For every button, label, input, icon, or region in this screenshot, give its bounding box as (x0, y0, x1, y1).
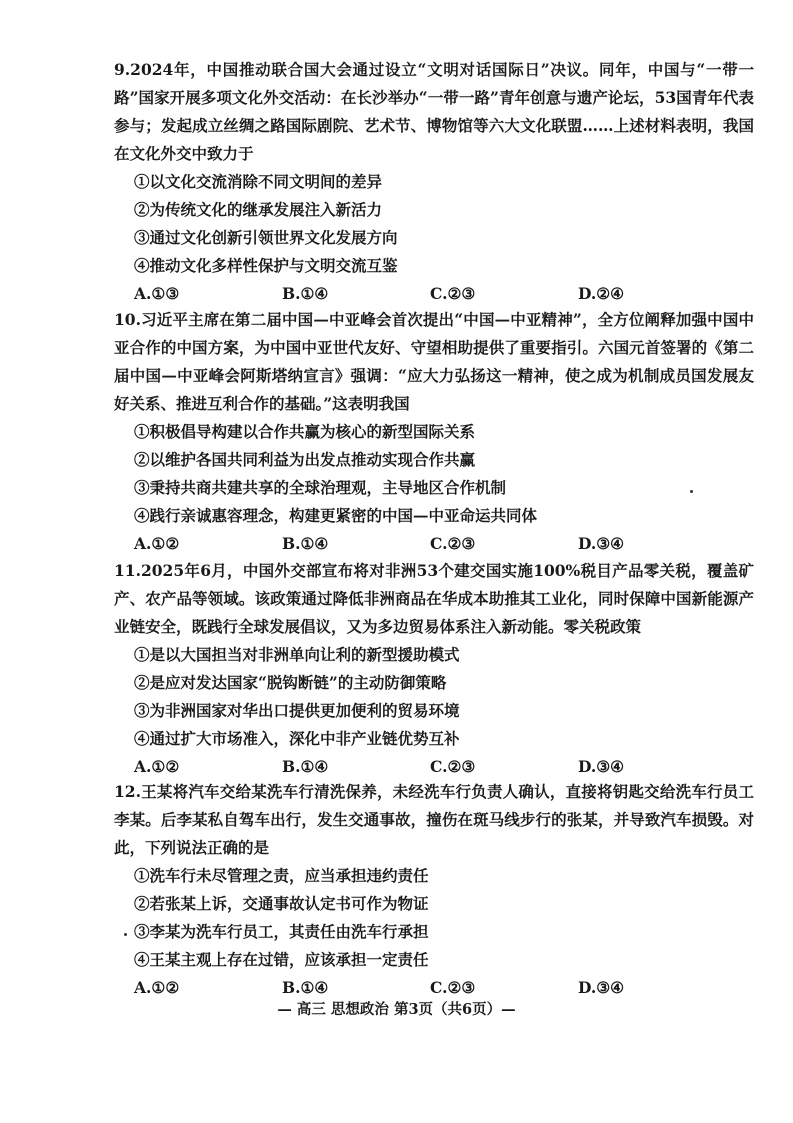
choice-d: D.③④ (578, 534, 625, 553)
option-4: ④通过扩大市场准入，深化中非产业链优势互补 (134, 729, 460, 748)
choice-a: A.①② (134, 757, 180, 776)
option-4: ④王某主观上存在过错，应该承担一定责任 (134, 950, 429, 969)
answer-choices (114, 753, 754, 781)
question-stem: 10.习近平主席在第二届中国—中亚峰会首次提出“中国—中亚精神”，全方位阐释加强中国中亚合作的中国方案，为中国中亚世代友好、守望相助提供了重要指引。六国元首签署的《第二届中国—中亚峰会阿斯塔纳宣言》强调：“应大力弘扬这一精神，使之成为机制成员国发展友好关系、推进互利合作的基础。”这表明我国 (114, 310, 754, 413)
choice-c: C.②③ (430, 534, 476, 553)
choice-d: D.②④ (578, 284, 625, 303)
option-1: ①是以大国担当对非洲单向让利的新型援助模式 (134, 645, 460, 664)
question-10 (114, 306, 754, 558)
option-2: ②为传统文化的继承发展注入新活力 (134, 200, 383, 219)
answer-choices (114, 280, 754, 308)
option-3: ③李某为洗车行员工，其责任由洗车行承担 (134, 922, 429, 941)
option-4: ④践行亲诚惠容理念，构建更紧密的中国—中亚命运共同体 (134, 506, 538, 525)
choice-c: C.②③ (430, 978, 476, 997)
question-stem: 11.2025年6月，中国外交部宣布将对非洲53个建交国实施100%税目产品零关税，覆盖矿产、农产品等领域。该政策通过降低非洲商品在华成本助推其工业化，同时保障中国新能源产业链安全，既践行全球发展倡议，又为多边贸易体系注入新动能。零关税政策 (114, 561, 754, 636)
question-stem: 12.王某将汽车交给某洗车行清洗保养，未经洗车行负责人确认，直接将钥匙交给洗车行员工李某。后李某私自驾车出行，发生交通事故，撞伤在斑马线步行的张某，并导致汽车损毁。对此，下列说法正确的是 (114, 782, 754, 857)
choice-c: C.②③ (430, 284, 476, 303)
choice-a: A.①③ (134, 284, 180, 303)
question-stem: 9.2024年，中国推动联合国大会通过设立“文明对话国际日”决议。同年，中国与“一带一路”国家开展多项文化外交活动：在长沙举办“一带一路”青年创意与遗产论坛，53国青年代表参与；发起成立丝绸之路国际剧院、艺术节、博物馆等六大文化联盟……上述材料表明，我国在文化外交中致力于 (114, 60, 754, 163)
option-2: ②以维护各国共同利益为出发点推动实现合作共赢 (134, 450, 476, 469)
choice-a: A.①② (134, 978, 180, 997)
answer-choices (114, 530, 754, 558)
scan-speck (690, 490, 693, 493)
question-12 (114, 778, 754, 1002)
option-3: ③通过文化创新引领世界文化发展方向 (134, 228, 398, 247)
choice-d: D.③④ (578, 757, 625, 776)
page-footer: — 高三 思想政治 第3页（共6页）— (277, 1001, 516, 1018)
choice-b: B.①④ (282, 284, 329, 303)
option-4: ④推动文化多样性保护与文明交流互鉴 (134, 256, 398, 275)
question-9 (114, 56, 754, 308)
option-1: ①洗车行未尽管理之责，应当承担违约责任 (134, 866, 429, 885)
choice-b: B.①④ (282, 978, 329, 997)
scan-speck (124, 933, 127, 936)
option-2: ②是应对发达国家“脱钩断链”的主动防御策略 (134, 673, 447, 692)
option-2: ②若张某上诉，交通事故认定书可作为物证 (134, 894, 429, 913)
option-1: ①以文化交流消除不同文明间的差异 (134, 172, 383, 191)
choice-d: D.③④ (578, 978, 625, 997)
question-11 (114, 557, 754, 781)
choice-b: B.①④ (282, 534, 329, 553)
option-1: ①积极倡导构建以合作共赢为核心的新型国际关系 (134, 422, 476, 441)
choice-b: B.①④ (282, 757, 329, 776)
option-3: ③为非洲国家对华出口提供更加便利的贸易环境 (134, 701, 460, 720)
option-3: ③秉持共商共建共享的全球治理观，主导地区合作机制 (134, 478, 507, 497)
choice-c: C.②③ (430, 757, 476, 776)
choice-a: A.①② (134, 534, 180, 553)
